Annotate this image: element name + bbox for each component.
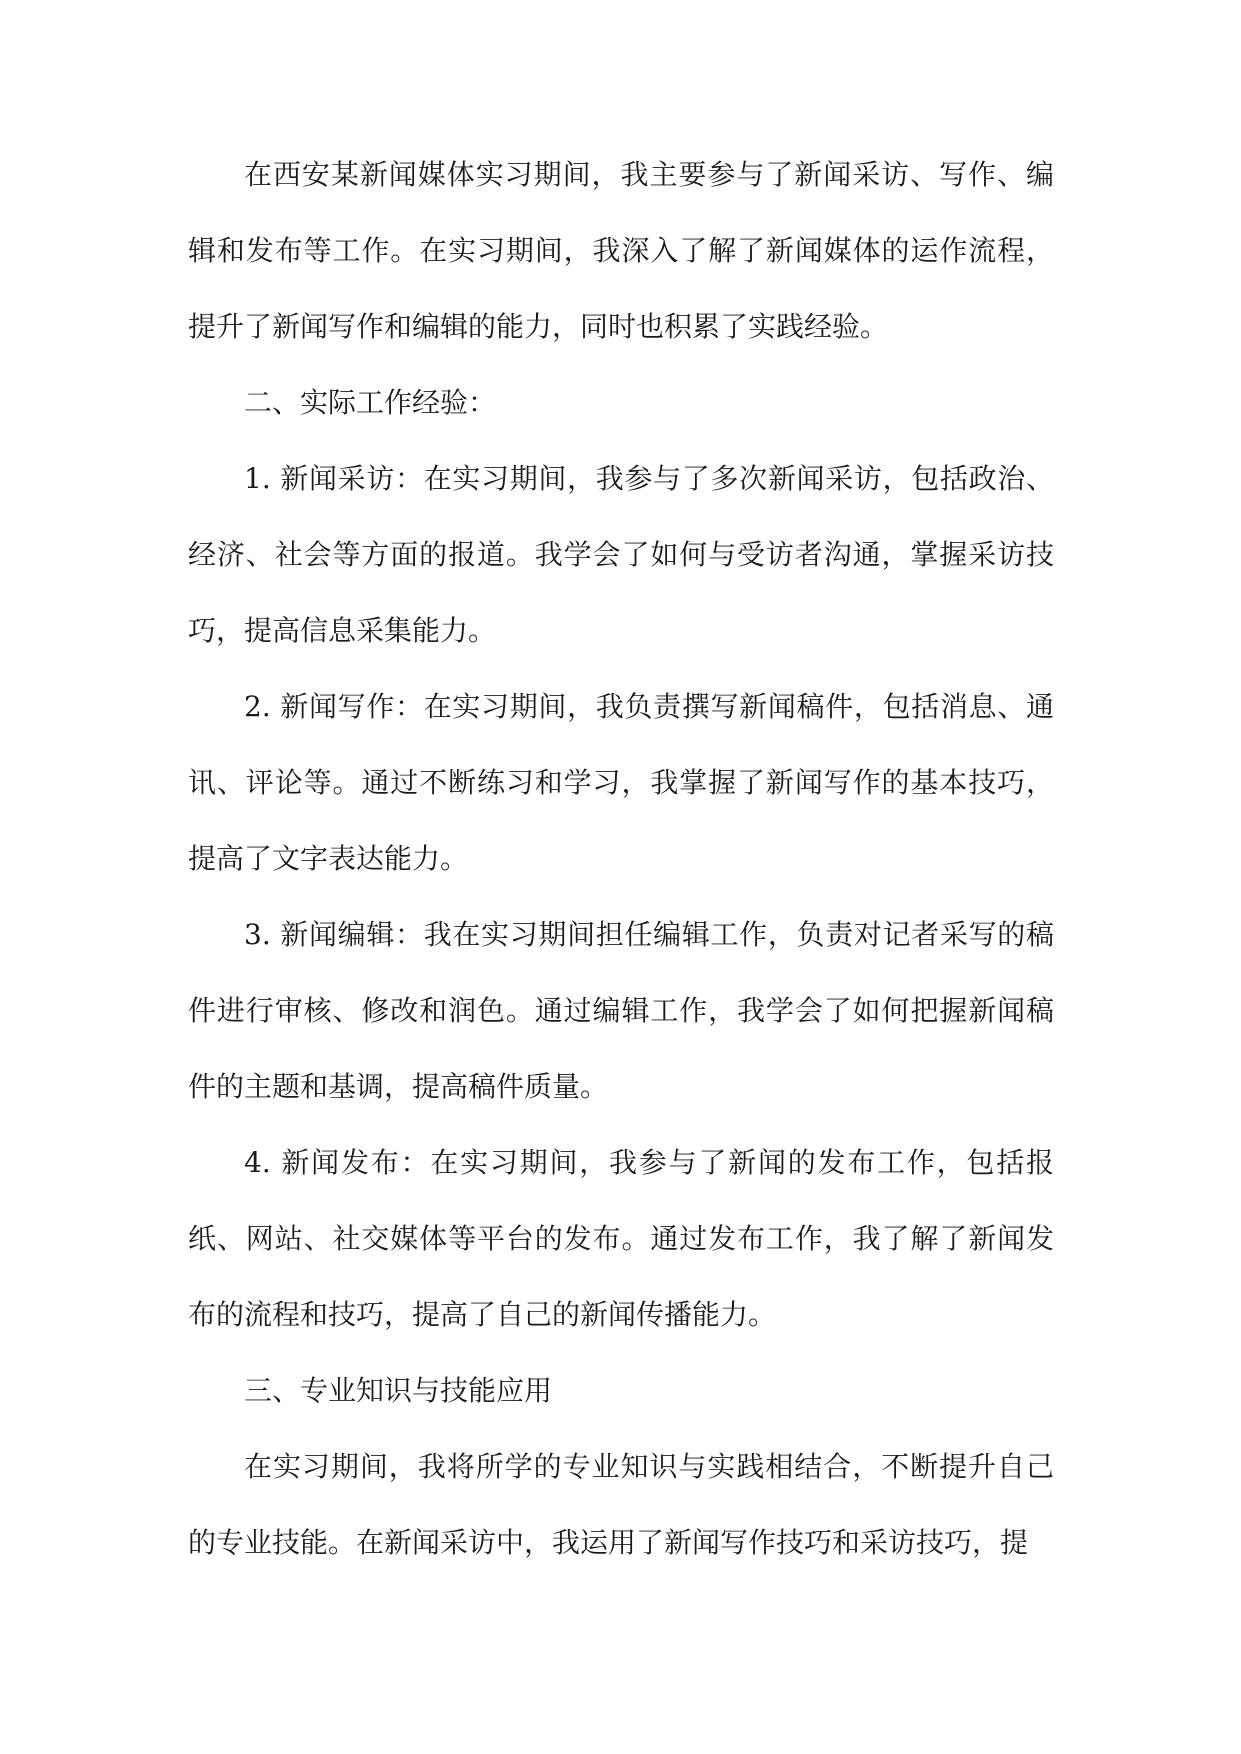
list-item-news-publishing: 4. 新闻发布：在实习期间，我参与了新闻的发布工作，包括报纸、网站、社交媒体等平台的发布。通过发布工作，我了解了新闻发布的流程和技巧，提高了自己的新闻传播能力。 bbox=[188, 1146, 1054, 1331]
section-heading-work-experience: 二、实际工作经验： bbox=[244, 386, 497, 419]
skills-paragraph: 在实习期间，我将所学的专业知识与实践相结合，不断提升自己的专业技能。在新闻采访中，我运用了新闻写作技巧和采访技巧，提 bbox=[188, 1450, 1054, 1559]
list-item-news-interview: 1. 新闻采访：在实习期间，我参与了多次新闻采访，包括政治、经济、社会等方面的报道。我学会了如何与受访者沟通，掌握采访技巧，提高信息采集能力。 bbox=[188, 462, 1054, 647]
list-item-news-writing: 2. 新闻写作：在实习期间，我负责撰写新闻稿件，包括消息、通讯、评论等。通过不断练习和学习，我掌握了新闻写作的基本技巧，提高了文字表达能力。 bbox=[188, 690, 1054, 875]
list-item-news-editing: 3. 新闻编辑：我在实习期间担任编辑工作，负责对记者采写的稿件进行审核、修改和润色。通过编辑工作，我学会了如何把握新闻稿件的主题和基调，提高稿件质量。 bbox=[188, 918, 1054, 1103]
document-body bbox=[188, 137, 1054, 1581]
section-heading-skills: 三、专业知识与技能应用 bbox=[244, 1374, 553, 1407]
intro-paragraph: 在西安某新闻媒体实习期间，我主要参与了新闻采访、写作、编辑和发布等工作。在实习期间，我深入了解了新闻媒体的运作流程，提升了新闻写作和编辑的能力，同时也积累了实践经验。 bbox=[188, 158, 1054, 343]
